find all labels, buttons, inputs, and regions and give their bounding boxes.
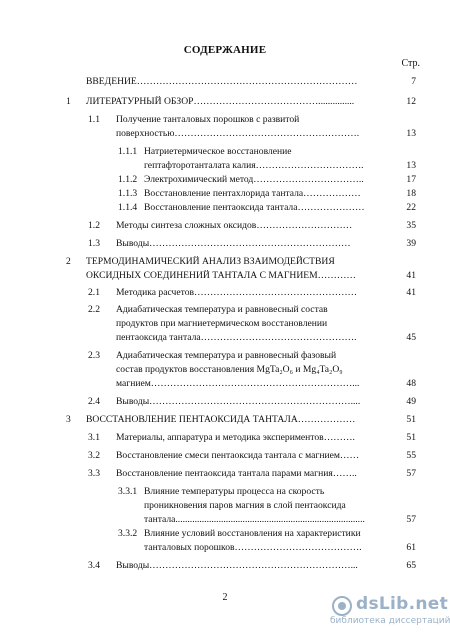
toc-number: 1.1.2 [118,174,138,185]
toc-page-number: 55 [406,450,416,461]
toc-entry-text: Материалы, аппаратура и методика экспериментов………. [116,432,355,443]
toc-number: 1.2 [88,220,100,231]
toc-page-number: 51 [406,414,416,425]
toc-page-number: 39 [406,238,416,249]
toc-page-number: 22 [406,202,416,213]
toc-page-number: 35 [406,220,416,231]
toc-page-number: 45 [406,332,416,343]
toc-number: 2.1 [88,287,100,298]
toc-entry-text: Методика расчетов…………………………………………… [116,287,358,298]
toc-number: 1.1 [88,114,100,125]
toc-page-number: 48 [406,378,416,389]
toc-entry-text: танталовых порошков…………………………………. [144,542,362,553]
toc-page-number: 41 [406,270,416,281]
toc-entry-text: состав продуктов восстановления MgTa₂O₆ и Mg₄Ta₂O₉ [116,364,343,375]
toc-page-number: 41 [406,287,416,298]
toc-entry-text: ВОССТАНОВЛЕНИЕ ПЕНТАОКСИДА ТАНТАЛА……………… [86,414,356,425]
toc-page-number: 18 [406,188,416,199]
toc-number: 1 [66,96,71,107]
toc-number: 3.3.2 [118,528,138,539]
watermark-logo: dsLib.net [356,594,449,614]
toc-entry-text: гептафторотанталата калия……………………………. [144,160,364,171]
toc-number: 1.1.4 [118,202,138,213]
toc-entry-text: Выводы………………………………………………………... [116,560,358,571]
toc-page-number: 49 [406,396,416,407]
toc-number: 2.4 [88,396,100,407]
toc-number: 2.3 [88,350,100,361]
toc-entry-text: ЛИТЕРАТУРНЫЙ ОБЗОР…………………………………............... [86,96,355,107]
toc-entry-text: продуктов при магниетермическом восстановлении [116,318,328,329]
toc-entry-text: Натриетермическое восстановление [144,146,292,157]
toc-page-number: 13 [406,128,416,139]
toc-number: 3.1 [88,432,100,443]
toc-number: 1.3 [88,238,100,249]
toc-entry-text: тантала............................................................................... [144,514,365,525]
toc-entry-text: Восстановление пентахлорида тантала……………… [144,188,361,199]
toc-entry-text: Выводы……………………………………………………… [116,238,351,249]
toc-entry-text: Влияние температуры процесса на скорость [144,486,325,497]
toc-page-number: 57 [406,514,416,525]
toc-page-number: 51 [406,432,416,443]
toc-entry-text: пентаоксида тантала…………………………………………. [116,332,357,343]
toc-number: 3.3 [88,468,100,479]
toc-entry-text: ОКСИДНЫХ СОЕДИНЕНИЙ ТАНТАЛА С МАГНИЕМ………… [86,270,357,281]
toc-page-number: 17 [406,174,416,185]
page-column-label: Стр. [401,58,420,69]
toc-page-number: 57 [406,468,416,479]
toc-entry-text: Выводы……………………………………………………….... [116,396,361,407]
toc-number: 2 [66,256,71,267]
page-title: СОДЕРЖАНИЕ [183,44,267,56]
dslib-logo-icon [332,596,352,616]
toc-number: 3.4 [88,560,100,571]
toc-page-number: 7 [411,76,416,87]
toc-entry-text: Адиабатическая температура и равновесный состав [116,304,328,315]
toc-entry-text: магнием………………………………………………………... [116,378,360,389]
toc-page-number: 13 [406,160,416,171]
watermark-subtitle: библиотека диссертаций [330,616,450,626]
toc-entry-text: Электрохимический метод…………………………….. [144,174,364,185]
toc-entry-text: Восстановление пентаоксида тантала………………… [144,202,365,213]
toc-page-number: 61 [406,542,416,553]
toc-entry-text: ВВЕДЕНИЕ…………………………………………………………… [86,76,358,87]
toc-number: 2.2 [88,304,100,315]
toc-entry-text: проникновения паров магния в слой пентаоксида [144,500,346,511]
toc-entry-text: Адиабатическая температура и равновесный фазовый [116,350,337,361]
toc-number: 1.1.3 [118,188,138,199]
toc-page-number: 12 [406,96,416,107]
page-number: 2 [222,592,228,603]
toc-entry-text: Восстановление пентаоксида тантала парами магния…….. [116,468,357,479]
toc-entry-text: Методы синтеза сложных оксидов………………………… [116,220,353,231]
toc-number: 3 [66,414,71,425]
toc-number: 3.2 [88,450,100,461]
toc-entry-text: ТЕРМОДИНАМИЧЕСКИЙ АНАЛИЗ ВЗАИМОДЕЙСТВИЯ [86,256,335,267]
toc-entry-text: Получение танталовых порошков с развитой [116,114,300,125]
toc-page-number: 65 [406,560,416,571]
toc-number: 3.3.1 [118,486,138,497]
toc-entry-text: Восстановление смеси пентаоксида тантала с магнием…… [116,450,360,461]
toc-entry-text: поверхностью…………………………………………………. [116,128,360,139]
toc-entry-text: Влияние условий восстановления на характеристики [144,528,361,539]
watermark [330,594,448,634]
toc-number: 1.1.1 [118,146,138,157]
